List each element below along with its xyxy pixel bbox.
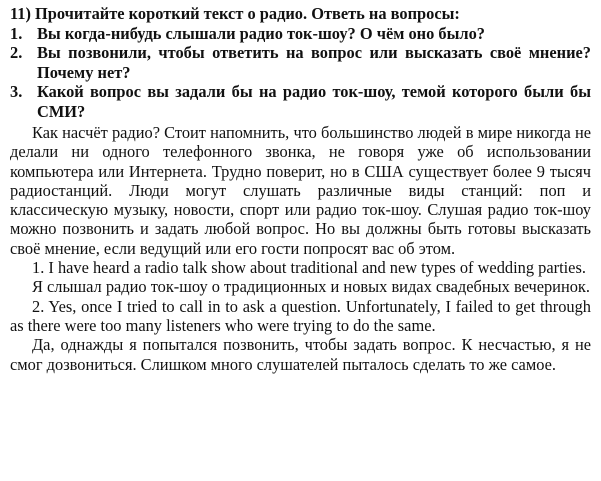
reading-text: [10, 123, 591, 374]
intro-paragraph: Как насчёт радио? Стоит напомнить, что большинство людей в мире никогда не делали ни одного телефонного звонка, не говоря уже об использовании компьютера или Интернета. Трудно поверит, но в США существует более 9 тысяч радиостанций. Люди могут слушать различные виды станций: поп и классическую музыку, новости, спорт или радио ток-шоу. Слушая радио ток-шоу можно позвонить и задать любой вопрос. Но вы должны быть готовы высказать своё мнение, если ведущий или его гости попросят вас об этом.: [10, 123, 591, 258]
question-number: 3.: [10, 82, 23, 101]
answer-2-russian: Да, однажды я попытался позвонить, чтобы задать вопрос. К несчастью, я не смог дозвониться. Слишком много слушателей пыталось сделать то же самое.: [10, 335, 591, 374]
task-block: [10, 4, 591, 121]
question-item: [10, 24, 591, 44]
question-text: Вы позвонили, чтобы ответить на вопрос или высказать своё мнение? Почему нет?: [37, 43, 591, 82]
question-number: 1.: [10, 23, 23, 43]
answer-1-russian: Я слышал радио ток-шоу о традиционных и новых видах свадебных вечеринок.: [32, 277, 590, 297]
answer-2-english: 2. Yes, once I tried to call in to ask a question. Unfortunately, I failed to get through as there were too many listeners who were trying to do the same.: [10, 296, 591, 335]
task-title: 11) Прочитайте короткий текст о радио. Ответь на вопросы:: [10, 4, 460, 23]
question-item: [10, 82, 591, 121]
question-number: 2.: [10, 43, 23, 62]
question-item: [10, 43, 591, 82]
answer-1-english: 1. I have heard a radio talk show about traditional and new types of wedding parties.: [32, 258, 586, 278]
question-text: Вы когда-нибудь слышали радио ток-шоу? О чём оно было?: [37, 23, 485, 43]
question-text: Какой вопрос вы задали бы на радио ток-шоу, темой которого были бы СМИ?: [37, 82, 591, 121]
